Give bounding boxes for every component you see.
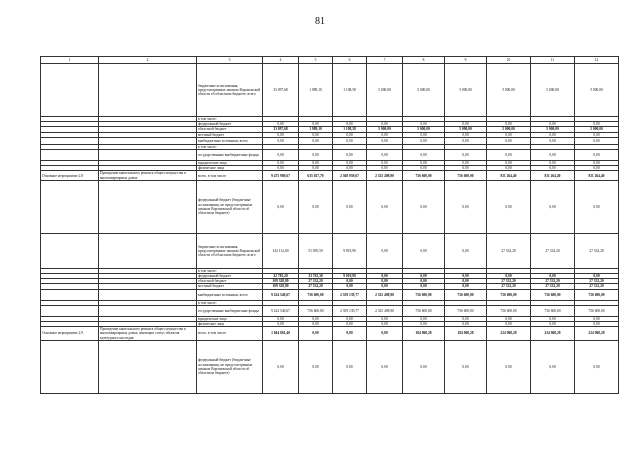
- value-cell: 0,00: [531, 274, 575, 279]
- value-cell: 0,00: [403, 340, 445, 393]
- value-cell: 1 989,10: [299, 64, 333, 117]
- value-cell: 27 332,20: [575, 279, 619, 284]
- value-cell: 0,00: [575, 161, 619, 166]
- value-cell: 0,00: [299, 122, 333, 127]
- value-cell: 5 000,00: [403, 127, 445, 132]
- value-cell: 0,00: [487, 180, 531, 233]
- value-cell: 5 000,00: [445, 127, 487, 132]
- value-cell: 5 000,00: [531, 64, 575, 117]
- value-cell: 0,00: [403, 161, 445, 166]
- column-number: 8: [403, 57, 445, 64]
- value-cell: 0,00: [299, 166, 333, 171]
- funding-source-cell: в том числе:: [197, 144, 263, 149]
- value-cell: 0,00: [263, 161, 299, 166]
- column-number: 10: [487, 57, 531, 64]
- value-cell: 5 000,00: [403, 64, 445, 117]
- funding-source-cell: государственные внебюджетные фонды: [197, 305, 263, 316]
- value-cell: 0,00: [403, 274, 445, 279]
- column-number: 12: [575, 57, 619, 64]
- value-cell: 224 968,28: [487, 327, 531, 341]
- value-cell: 0,00: [531, 180, 575, 233]
- value-cell: 0,00: [531, 161, 575, 166]
- value-cell: 9 019,90: [333, 274, 367, 279]
- column-number: 5: [299, 57, 333, 64]
- value-cell: 0,00: [531, 122, 575, 127]
- funding-source-cell: областной бюджет: [197, 279, 263, 284]
- value-cell: 0,00: [445, 316, 487, 321]
- value-cell: 2 325 408,90: [367, 305, 403, 316]
- funding-source-cell: юридические лица: [197, 316, 263, 321]
- value-cell: 0,00: [487, 150, 531, 161]
- column-number: 2: [99, 57, 197, 64]
- value-cell: 0,00: [299, 161, 333, 166]
- activity-name-cell: [99, 340, 197, 393]
- value-cell: 0,00: [403, 284, 445, 289]
- value-cell: 0,00: [367, 166, 403, 171]
- column-number: 1: [41, 57, 99, 64]
- activity-code-cell: [41, 150, 99, 161]
- value-cell: 0,00: [575, 132, 619, 137]
- value-cell: 811 264,40: [575, 171, 619, 180]
- activity-code-cell: [41, 289, 99, 300]
- value-cell: 224 968,28: [575, 327, 619, 341]
- value-cell: 0,00: [333, 137, 367, 144]
- value-cell: 1 989,10: [299, 127, 333, 132]
- value-cell: 0,00: [487, 161, 531, 166]
- value-cell: 0,00: [333, 122, 367, 127]
- value-cell: 0,00: [445, 150, 487, 161]
- value-cell: 0,00: [367, 161, 403, 166]
- activity-code-cell: [41, 233, 99, 268]
- value-cell: 0,00: [445, 340, 487, 393]
- funding-source-cell: федеральный бюджет (бюджетные ассигнования, не предусмотренные законом Воронежской области об областном бюджете): [197, 340, 263, 393]
- value-cell: 0,00: [531, 137, 575, 144]
- value-cell: 0,00: [487, 322, 531, 327]
- value-cell: 5 000,00: [367, 64, 403, 117]
- value-cell: 0,00: [367, 180, 403, 233]
- value-cell: 756 600,00: [531, 289, 575, 300]
- value-cell: 0,00: [531, 132, 575, 137]
- column-number: 6: [333, 57, 367, 64]
- value-cell: 9 819,90: [333, 233, 367, 268]
- value-cell: 0,00: [445, 284, 487, 289]
- value-cell: 32 783,20: [263, 274, 299, 279]
- value-cell: 0,00: [367, 322, 403, 327]
- funding-source-cell: внебюджетные источники, всего: [197, 289, 263, 300]
- value-cell: 756 600,00: [403, 289, 445, 300]
- value-cell: 9 224 540,67: [263, 305, 299, 316]
- value-cell: 0,00: [445, 322, 487, 327]
- value-cell: 756 600,00: [445, 305, 487, 316]
- value-cell: 2 359 139,77: [333, 289, 367, 300]
- value-cell: 0,00: [403, 132, 445, 137]
- value-cell: 0,00: [531, 150, 575, 161]
- value-cell: 0,00: [263, 132, 299, 137]
- funding-source-cell: физические лица: [197, 166, 263, 171]
- table-row: [41, 289, 619, 300]
- activity-name-cell: [99, 289, 197, 300]
- table-row: [41, 150, 619, 161]
- value-cell: 0,00: [575, 274, 619, 279]
- funding-source-cell: государственные внебюджетные фонды: [197, 150, 263, 161]
- activity-name-cell: [99, 233, 197, 268]
- value-cell: 0,00: [367, 150, 403, 161]
- value-cell: 756 600,00: [299, 289, 333, 300]
- value-cell: 142 112,00: [263, 233, 299, 268]
- value-cell: 184 968,28: [445, 327, 487, 341]
- value-cell: 27 332,20: [487, 233, 531, 268]
- activity-code-cell: [41, 180, 99, 233]
- value-cell: 0,00: [531, 322, 575, 327]
- value-cell: 0,00: [263, 150, 299, 161]
- value-cell: 0,00: [367, 316, 403, 321]
- value-cell: 9 224 540,67: [263, 289, 299, 300]
- activity-name-cell: Проведение капитального ремонта общего имущества в многоквартирных домах: [99, 171, 197, 180]
- value-cell: 0,00: [299, 340, 333, 393]
- value-cell: 0,00: [445, 180, 487, 233]
- funding-source-cell: в том числе:: [197, 268, 263, 273]
- activity-code-cell: [41, 64, 99, 117]
- value-cell: 27 332,20: [531, 233, 575, 268]
- value-cell: 27 332,20: [531, 279, 575, 284]
- column-number: 3: [197, 57, 263, 64]
- value-cell: 0,00: [403, 279, 445, 284]
- value-cell: 0,00: [575, 166, 619, 171]
- value-cell: 27 332,20: [299, 284, 333, 289]
- value-cell: 2 325 408,90: [367, 289, 403, 300]
- funding-source-cell: бюджетные ассигнования, предусмотренные законом Воронежской области об областном бюджете, всего: [197, 233, 263, 268]
- table-row: [41, 305, 619, 316]
- value-cell: 2 325 408,90: [367, 171, 403, 180]
- value-cell: 2 368 959,67: [333, 171, 367, 180]
- value-cell: 756 600,00: [445, 171, 487, 180]
- value-cell: 0,00: [575, 122, 619, 127]
- value-cell: 0,00: [487, 274, 531, 279]
- table-row: [41, 180, 619, 233]
- funding-source-cell: федеральный бюджет: [197, 274, 263, 279]
- table-row: [41, 233, 619, 268]
- column-number: 9: [445, 57, 487, 64]
- table-row: [41, 340, 619, 393]
- value-cell: 0,00: [299, 180, 333, 233]
- value-cell: 0,00: [299, 132, 333, 137]
- value-cell: 756 600,00: [531, 305, 575, 316]
- column-number: 4: [263, 57, 299, 64]
- table-row: [41, 137, 619, 144]
- value-cell: 0,00: [445, 122, 487, 127]
- value-cell: 0,00: [263, 180, 299, 233]
- value-cell: 0,00: [367, 340, 403, 393]
- value-cell: 109 328,80: [263, 284, 299, 289]
- value-cell: 1 108,58: [333, 127, 367, 132]
- value-cell: 0,00: [487, 340, 531, 393]
- activity-code-cell: [41, 305, 99, 316]
- funding-source-cell: бюджетные ассигнования, предусмотренные законом Воронежской области об областном бюджете, всего: [197, 64, 263, 117]
- page-number: 81: [315, 16, 325, 27]
- value-cell: 0,00: [445, 279, 487, 284]
- value-cell: 9 475 980,67: [263, 171, 299, 180]
- value-cell: 0,00: [367, 327, 403, 341]
- value-cell: 33 097,68: [263, 127, 299, 132]
- funding-source-cell: внебюджетные источники, всего: [197, 137, 263, 144]
- value-cell: 5 000,00: [487, 127, 531, 132]
- value-cell: 0,00: [299, 322, 333, 327]
- value-cell: 27 332,20: [575, 233, 619, 268]
- value-cell: 0,00: [367, 284, 403, 289]
- value-cell: 0,00: [263, 122, 299, 127]
- value-cell: 0,00: [403, 137, 445, 144]
- activity-name-cell: [99, 64, 197, 117]
- value-cell: 0,00: [575, 137, 619, 144]
- table-row: [41, 64, 619, 117]
- value-cell: 0,00: [333, 340, 367, 393]
- value-cell: 756 600,00: [403, 305, 445, 316]
- table-row: [41, 327, 619, 341]
- value-cell: 756 600,00: [487, 305, 531, 316]
- column-number: 11: [531, 57, 575, 64]
- value-cell: 5 000,00: [445, 64, 487, 117]
- activity-name-cell: Проведение капитального ремонта общего имущества в многоквартирных домах, имеющих статус объектов культурного наследия: [99, 327, 197, 341]
- funding-source-cell: всего, в том числе:: [197, 327, 263, 341]
- value-cell: 0,00: [263, 316, 299, 321]
- funding-source-cell: местный бюджет: [197, 284, 263, 289]
- value-cell: 0,00: [531, 316, 575, 321]
- value-cell: 0,00: [575, 340, 619, 393]
- value-cell: 0,00: [263, 322, 299, 327]
- value-cell: 27 332,20: [531, 284, 575, 289]
- budget-table: [40, 56, 619, 394]
- value-cell: 0,00: [263, 340, 299, 393]
- value-cell: 0,00: [445, 274, 487, 279]
- value-cell: 27 332,20: [575, 284, 619, 289]
- value-cell: 27 332,20: [487, 284, 531, 289]
- value-cell: 756 600,00: [299, 305, 333, 316]
- value-cell: 0,00: [531, 166, 575, 171]
- value-cell: 0,00: [333, 284, 367, 289]
- value-cell: 0,00: [299, 327, 333, 341]
- value-cell: 5 000,00: [487, 64, 531, 117]
- value-cell: 0,00: [333, 132, 367, 137]
- value-cell: 0,00: [333, 150, 367, 161]
- value-cell: 0,00: [299, 137, 333, 144]
- value-cell: 184 968,28: [403, 327, 445, 341]
- value-cell: 0,00: [333, 322, 367, 327]
- activity-code-cell: [41, 137, 99, 144]
- value-cell: 0,00: [575, 322, 619, 327]
- value-cell: 635 027,70: [299, 171, 333, 180]
- value-cell: 0,00: [445, 161, 487, 166]
- value-cell: 0,00: [531, 340, 575, 393]
- activity-code-cell: Основное мероприятие 2.8: [41, 171, 99, 180]
- value-cell: 0,00: [487, 122, 531, 127]
- value-cell: 5 000,00: [531, 127, 575, 132]
- value-cell: 0,00: [367, 137, 403, 144]
- funding-source-cell: в том числе:: [197, 300, 263, 305]
- value-cell: 0,00: [445, 166, 487, 171]
- value-cell: 0,00: [487, 137, 531, 144]
- funding-source-cell: всего, в том числе:: [197, 171, 263, 180]
- value-cell: 23 763,30: [299, 274, 333, 279]
- value-cell: 33 097,68: [263, 64, 299, 117]
- value-cell: 0,00: [487, 166, 531, 171]
- funding-source-cell: местный бюджет: [197, 132, 263, 137]
- activity-name-cell: [99, 150, 197, 161]
- value-cell: 811 264,40: [487, 171, 531, 180]
- value-cell: 0,00: [403, 166, 445, 171]
- value-cell: 51 095,50: [299, 233, 333, 268]
- value-cell: 0,00: [367, 274, 403, 279]
- value-cell: 756 600,00: [445, 289, 487, 300]
- value-cell: 811 264,40: [531, 171, 575, 180]
- value-cell: 109 328,80: [263, 279, 299, 284]
- value-cell: 0,00: [263, 166, 299, 171]
- value-cell: 0,00: [333, 316, 367, 321]
- value-cell: 1 044 861,40: [263, 327, 299, 341]
- value-cell: 0,00: [403, 322, 445, 327]
- value-cell: 0,00: [333, 327, 367, 341]
- funding-source-cell: физические лица: [197, 322, 263, 327]
- activity-code-cell: Основное мероприятие 2.9: [41, 327, 99, 341]
- value-cell: 5 000,00: [367, 127, 403, 132]
- value-cell: 0,00: [487, 316, 531, 321]
- value-cell: 0,00: [575, 180, 619, 233]
- value-cell: 756 600,00: [403, 171, 445, 180]
- column-number-row: [41, 57, 619, 64]
- value-cell: 0,00: [367, 233, 403, 268]
- value-cell: 224 968,28: [531, 327, 575, 341]
- value-cell: 0,00: [575, 150, 619, 161]
- value-cell: 0,00: [299, 316, 333, 321]
- column-number: 7: [367, 57, 403, 64]
- value-cell: 0,00: [487, 132, 531, 137]
- activity-name-cell: [99, 180, 197, 233]
- value-cell: 5 000,00: [575, 127, 619, 132]
- value-cell: 0,00: [403, 150, 445, 161]
- table-row: [41, 171, 619, 180]
- value-cell: 0,00: [403, 180, 445, 233]
- value-cell: 0,00: [367, 132, 403, 137]
- value-cell: 0,00: [403, 233, 445, 268]
- funding-source-cell: юридические лица: [197, 161, 263, 166]
- activity-name-cell: [99, 305, 197, 316]
- funding-source-cell: областной бюджет: [197, 127, 263, 132]
- value-cell: 0,00: [445, 137, 487, 144]
- value-cell: 0,00: [367, 122, 403, 127]
- value-cell: 0,00: [445, 132, 487, 137]
- value-cell: 5 000,00: [575, 64, 619, 117]
- value-cell: 756 600,00: [487, 289, 531, 300]
- activity-name-cell: [99, 137, 197, 144]
- funding-source-cell: федеральный бюджет: [197, 122, 263, 127]
- value-cell: 0,00: [263, 137, 299, 144]
- value-cell: 0,00: [403, 316, 445, 321]
- value-cell: 0,00: [299, 150, 333, 161]
- value-cell: 0,00: [367, 279, 403, 284]
- value-cell: 0,00: [333, 279, 367, 284]
- value-cell: 0,00: [575, 316, 619, 321]
- value-cell: 0,00: [403, 122, 445, 127]
- value-cell: 27 332,20: [299, 279, 333, 284]
- value-cell: 0,00: [333, 180, 367, 233]
- funding-source-cell: в том числе:: [197, 117, 263, 122]
- value-cell: 0,00: [445, 233, 487, 268]
- value-cell: 756 600,00: [575, 289, 619, 300]
- value-cell: 2 359 139,77: [333, 305, 367, 316]
- value-cell: 0,00: [333, 166, 367, 171]
- activity-code-cell: [41, 340, 99, 393]
- value-cell: 756 600,00: [575, 305, 619, 316]
- value-cell: 1 108,58: [333, 64, 367, 117]
- value-cell: 27 332,20: [487, 279, 531, 284]
- value-cell: 0,00: [333, 161, 367, 166]
- funding-source-cell: федеральный бюджет (бюджетные ассигнования, не предусмотренные законом Воронежской области об областном бюджете): [197, 180, 263, 233]
